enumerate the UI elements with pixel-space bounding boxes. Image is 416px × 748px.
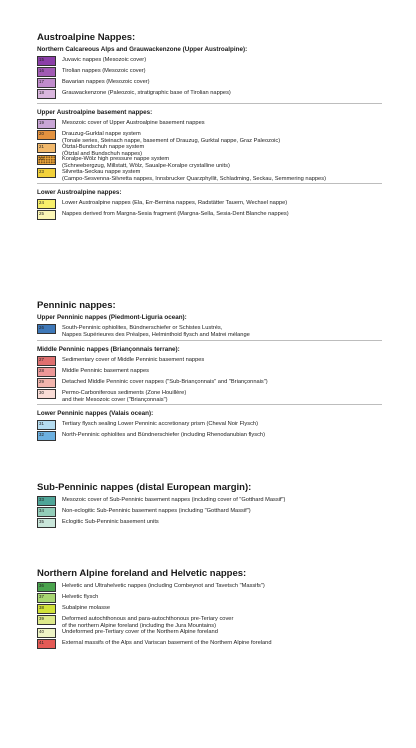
- section-title: Penninic nappes:: [37, 300, 116, 311]
- color-swatch: [37, 507, 56, 517]
- unit-number: 38: [39, 605, 44, 610]
- unit-label: [62, 583, 265, 590]
- unit-label: [62, 421, 258, 428]
- unit-number: 31: [39, 421, 44, 426]
- unit-number: 25: [39, 211, 44, 216]
- color-swatch: [37, 431, 56, 441]
- unit-number: 22: [39, 156, 44, 161]
- color-swatch: [37, 593, 56, 603]
- unit-number: 20: [39, 131, 44, 136]
- unit-number: 28: [39, 367, 44, 373]
- color-swatch: [37, 89, 56, 99]
- label-line: Tirolian nappes (Mesozoic cover): [62, 68, 146, 74]
- label-line: Mesozoic cover of Upper Austroalpine basement nappes: [62, 120, 205, 126]
- unit-number: 23: [39, 168, 44, 174]
- group-title: Upper Austroalpine basement nappes:: [37, 109, 153, 116]
- unit-label: [62, 211, 289, 218]
- section-title: Northern Alpine foreland and Helvetic nappes:: [37, 568, 247, 579]
- label-line: Bavarian nappes (Mesozoic cover): [62, 79, 150, 85]
- color-swatch: [37, 168, 56, 178]
- color-swatch: [37, 367, 56, 377]
- color-swatch: [37, 615, 56, 625]
- label-line: Subalpine molasse: [62, 605, 111, 611]
- unit-label: [62, 605, 110, 612]
- label-line: Helvetic flysch: [62, 594, 99, 600]
- unit-label: [62, 200, 287, 207]
- color-swatch: [37, 604, 56, 614]
- unit-number: 39: [39, 616, 44, 621]
- label-line: Non-eclogitic Sub-Penninic basement nappes (including "Gotthard Massif"): [62, 508, 251, 514]
- label-line: Permo-Carboniferous sediments (Zone Houillère): [62, 389, 187, 396]
- label-line: Nappes derived from Margna-Sesia fragment (Margna-Sella, Sesia-Dent Blanche nappes): [62, 211, 289, 217]
- unit-number: 32: [39, 432, 44, 437]
- label-line: and their Mesozoic cover ("Briançonnais"): [62, 396, 168, 403]
- label-line: Helvetic and Ultrahelvetic nappes (including Combeynot and Tavetsch "Massifs"): [62, 583, 265, 589]
- label-line: (Ötztal and Bundschuh nappes): [62, 150, 142, 157]
- color-swatch: [37, 155, 56, 165]
- color-swatch: [37, 199, 56, 209]
- color-swatch: [37, 420, 56, 430]
- unit-label: [62, 90, 231, 97]
- group-title: Lower Austroalpine nappes:: [37, 189, 122, 196]
- unit-number: 40: [39, 628, 44, 634]
- unit-number: 41: [39, 639, 44, 645]
- label-line: Undeformed pre-Tertiary cover of the Northern Alpine foreland: [62, 628, 218, 635]
- color-swatch: [37, 67, 56, 77]
- unit-number: 37: [39, 594, 44, 599]
- unit-number: 26: [39, 325, 44, 330]
- label-line: of the northern Alpine foreland (including the Jura Mountains): [62, 623, 216, 629]
- label-line: (Schneebergzug, Millstatt, Wölz, Saualpe-Koralpe crystalline units): [62, 163, 230, 169]
- unit-number: 33: [39, 497, 44, 502]
- unit-number: 15: [39, 57, 44, 62]
- unit-label: [62, 432, 265, 439]
- group-title: Middle Penninic nappes (Briançonnais terrane):: [37, 345, 180, 353]
- group-divider: [37, 103, 382, 104]
- unit-label: [62, 594, 98, 601]
- color-swatch: [37, 210, 56, 220]
- group-divider: [37, 404, 382, 405]
- color-swatch: [37, 324, 56, 334]
- label-line: Drauzug-Gurktal nappe system: [62, 131, 141, 137]
- color-swatch: [37, 130, 56, 140]
- label-line: (Tonale series, Steinach nappe, basement of Drauzug, Gurktal nappe, Graz Paleozoic): [62, 138, 281, 144]
- group-title: Lower Penninic nappes (Valais ocean):: [37, 410, 154, 417]
- unit-number: 35: [39, 519, 44, 524]
- unit-number: 34: [39, 508, 44, 513]
- unit-label: [62, 357, 204, 364]
- label-line: Deformed autochthonous and para-autochthonous pre-Teriary cover: [62, 616, 234, 622]
- label-line: Middle Penninic basement nappes: [62, 367, 149, 374]
- unit-number: 30: [39, 389, 44, 395]
- section-title: Austroalpine Nappes:: [37, 32, 136, 43]
- color-swatch: [37, 518, 56, 528]
- label-line: Ötztal-Bundschuh nappe system: [62, 143, 145, 150]
- unit-number: 19: [39, 120, 44, 125]
- section-title: Sub-Penninic nappes (distal European margin):: [37, 482, 252, 493]
- label-line: Juvavic nappes (Mesozoic cover): [62, 57, 147, 63]
- color-swatch: [37, 389, 56, 399]
- color-swatch: [37, 496, 56, 506]
- color-swatch: [37, 78, 56, 88]
- unit-label: [62, 368, 149, 375]
- unit-number: 16: [39, 68, 44, 73]
- group-title: Northern Calcareous Alps and Grauwackenzone (Upper Austroalpine):: [37, 46, 248, 53]
- color-swatch: [37, 356, 56, 366]
- color-swatch: [37, 628, 56, 638]
- unit-number: 18: [39, 90, 44, 95]
- label-line: Lower Austroalpine nappes (Ela, Err-Bernina nappes, Radstätter Tauern, Wechsel nappe): [62, 200, 288, 206]
- group-divider: [37, 183, 382, 184]
- unit-label: [62, 379, 268, 386]
- group-title: Upper Penninic nappes (Piedmont-Liguria ocean):: [37, 314, 187, 321]
- label-line: External massifs of the Alps and Variscan basement of the Northern Alpine foreland: [62, 639, 272, 646]
- unit-number: 36: [39, 583, 44, 588]
- unit-label: [62, 169, 326, 183]
- label-line: Grauwackenzone (Paleozoic, stratigraphic base of Tirolian nappes): [62, 90, 231, 96]
- color-swatch: [37, 378, 56, 388]
- unit-label: [62, 519, 159, 526]
- color-swatch: [37, 56, 56, 66]
- label-line: Nappes Supérieures des Préalpes, Helminthoid flysch and Matrei mélange: [62, 332, 250, 338]
- label-line: Eclogitic Sub-Penninic basement units: [62, 519, 159, 525]
- unit-label: [62, 120, 205, 127]
- group-divider: [37, 340, 382, 341]
- label-line: Silvretta-Seckau nappe system: [62, 168, 141, 175]
- unit-label: [62, 640, 272, 647]
- unit-number: 17: [39, 79, 44, 84]
- unit-label: [62, 390, 186, 404]
- label-line: Mesozoic cover of Sub-Penninic basement nappes (including cover of "Gotthard Massif"): [62, 497, 286, 503]
- unit-label: [62, 68, 146, 75]
- label-line: Tertiary flysch sealing Lower Penninic accretionary prism (Cheval Noir Flysch): [62, 421, 258, 427]
- unit-label: [62, 508, 251, 515]
- unit-label: [62, 325, 250, 339]
- label-line: (Campo-Sesvenna-Silvretta nappes, Innsbrucker Quarzphyllit, Schladming, Seckau, Semmering nappes): [62, 175, 326, 182]
- unit-label: [62, 629, 218, 636]
- label-line: South-Penninic ophiolites, Bündnerschiefer or Schistes Lustrés,: [62, 325, 223, 331]
- unit-label: [62, 497, 285, 504]
- color-swatch: [37, 582, 56, 592]
- label-line: Detached Middle Penninic cover nappes ("Sub-Briançonnais" and "Briançonnais"): [62, 378, 268, 385]
- unit-number: 27: [39, 356, 44, 362]
- unit-label: [62, 79, 150, 86]
- color-swatch: [37, 119, 56, 129]
- label-line: Sedimentary cover of Middle Penninic basement nappes: [62, 356, 205, 363]
- label-line: Koralpe-Wölz high pressure nappe system: [62, 156, 170, 162]
- unit-number: 21: [39, 143, 44, 149]
- label-line: North-Penninic ophiolites and Bündnerschiefer (including Rhenodanubian flysch): [62, 432, 265, 438]
- unit-number: 29: [39, 378, 44, 384]
- color-swatch: [37, 143, 56, 153]
- unit-number: 24: [39, 200, 44, 205]
- color-swatch: [37, 639, 56, 649]
- unit-label: [62, 57, 146, 64]
